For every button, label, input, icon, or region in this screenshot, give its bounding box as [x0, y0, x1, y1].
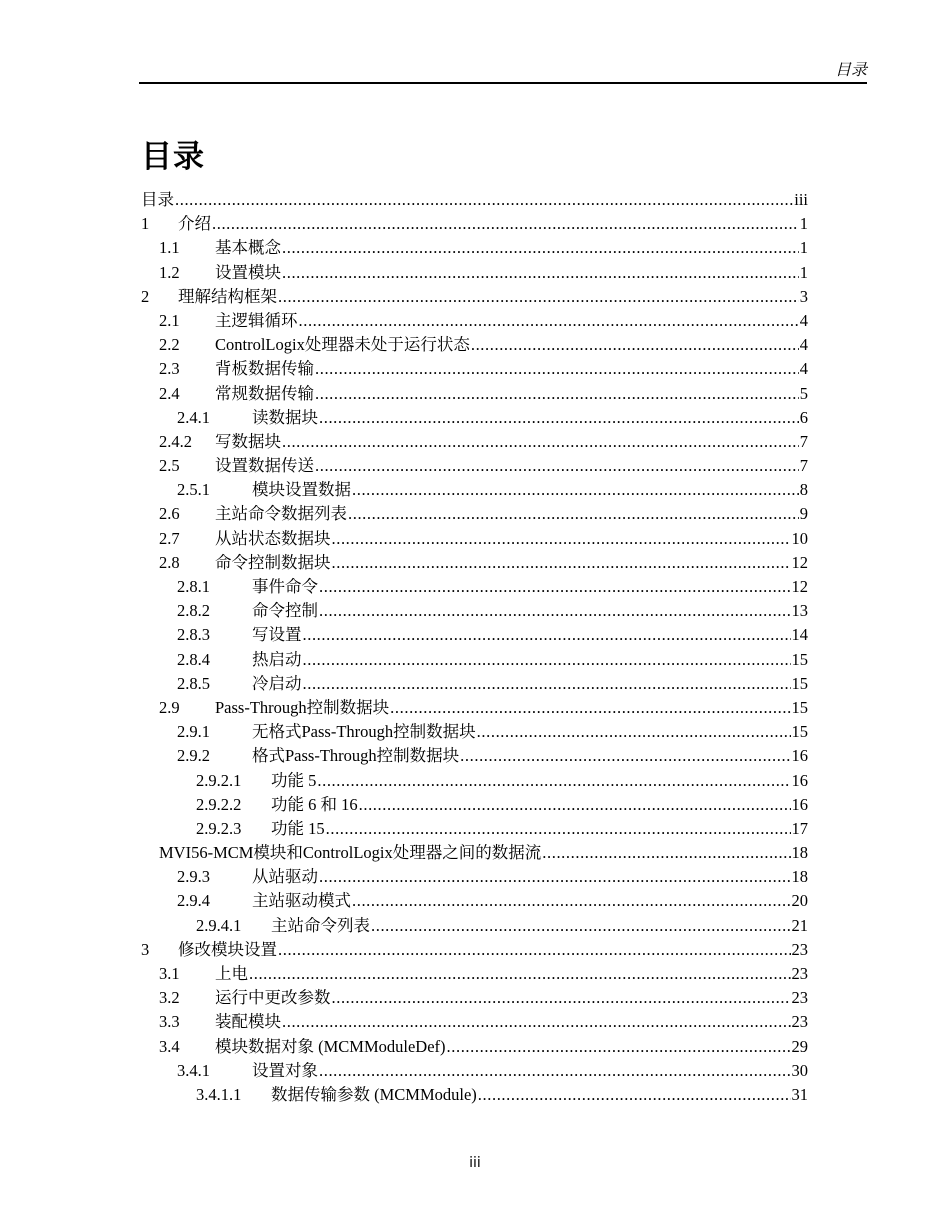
toc-leader-dots [460, 744, 790, 768]
toc-leader-dots [303, 648, 791, 672]
toc-entry[interactable] [141, 406, 808, 430]
toc-entry[interactable] [141, 1035, 808, 1059]
toc-entry-number: 2.7 [159, 528, 180, 548]
header-rule [139, 82, 867, 84]
toc-entry-number: 3.4.1 [177, 1060, 210, 1080]
toc-entry[interactable] [141, 188, 808, 212]
toc-entry[interactable] [141, 382, 808, 406]
toc-leader-dots [359, 793, 791, 817]
toc-entry-title: MVI56-MCM模块和ControlLogix处理器之间的数据流 [159, 843, 542, 863]
toc-entry[interactable] [141, 889, 808, 913]
toc-entry-page: 9 [799, 504, 808, 524]
toc-leader-dots [332, 551, 791, 575]
toc-entry[interactable] [141, 696, 808, 720]
toc-entry[interactable] [141, 648, 808, 672]
toc-entry[interactable] [141, 502, 808, 526]
toc-entry[interactable] [141, 1083, 808, 1107]
toc-entry-page: 23 [791, 988, 808, 1008]
toc-entry[interactable] [141, 309, 808, 333]
running-header: 目录 [834, 62, 867, 79]
toc-entry[interactable] [141, 285, 808, 309]
toc-leader-dots [282, 1010, 791, 1034]
toc-leader-dots [471, 333, 799, 357]
toc-entry-page: 12 [791, 577, 808, 596]
toc-entry-title: 从站状态数据块 [215, 528, 331, 548]
toc-leader-dots [390, 696, 790, 720]
toc-leader-dots [319, 406, 799, 430]
toc-entry[interactable] [141, 793, 808, 817]
toc-entry-title: 主站驱动模式 [252, 891, 351, 911]
toc-entry-number: 3.4.1.1 [196, 1084, 242, 1104]
toc-entry-title: 主站命令列表 [271, 915, 370, 935]
toc-entry-page: 15 [791, 649, 808, 669]
toc-entry-page: 1 [799, 214, 808, 234]
toc-entry-number: 2.5 [159, 456, 180, 476]
toc-entry-page: 23 [791, 964, 808, 983]
toc-entry-page: 1 [799, 262, 808, 282]
toc-entry-page: 4 [799, 335, 808, 355]
toc-entry-page: 6 [799, 407, 808, 427]
toc-entry-number: 3 [141, 939, 150, 959]
toc-entry[interactable] [141, 672, 808, 696]
toc-entry-title: 无格式Pass-Through控制数据块 [252, 722, 476, 742]
toc-entry-title: 功能 6 和 16 [271, 794, 358, 814]
toc-entry-page: 15 [791, 673, 808, 693]
page-number: iii [469, 1155, 481, 1171]
toc-entry-number: 2.8.3 [177, 625, 210, 645]
toc-entry-number: 2.9.4.1 [196, 915, 242, 935]
toc-entry[interactable] [141, 551, 808, 575]
toc-leader-dots [299, 309, 799, 333]
toc-entry-title: 背板数据传输 [215, 359, 314, 379]
toc-entry-page: 31 [791, 1084, 808, 1104]
toc-entry-title: 常规数据传输 [215, 383, 314, 403]
toc-leader-dots [319, 575, 791, 599]
toc-entry-title: 冷启动 [252, 673, 302, 693]
toc-entry[interactable] [141, 478, 808, 502]
toc-entry-page: 5 [799, 383, 808, 403]
toc-entry-page: 13 [791, 601, 808, 621]
toc-entry-number: 2.4 [159, 383, 180, 403]
toc-entry[interactable] [141, 623, 808, 647]
toc-entry-title: 模块数据对象 (MCMModuleDef) [215, 1036, 446, 1056]
toc-leader-dots [249, 962, 791, 986]
toc-leader-dots [352, 889, 791, 913]
toc-entry-page: 12 [791, 552, 808, 572]
toc-entry-number: 2.8 [159, 552, 180, 572]
table-of-contents [141, 188, 808, 1107]
toc-leader-dots [282, 430, 799, 454]
toc-leader-dots [315, 454, 799, 478]
toc-entry-page: iii [794, 190, 808, 209]
toc-entry-number: 2.9.2.1 [196, 770, 242, 790]
toc-entry-page: 14 [791, 625, 808, 645]
toc-entry[interactable] [141, 236, 808, 260]
toc-entry[interactable] [141, 720, 808, 744]
toc-entry-title: 事件命令 [252, 577, 318, 596]
toc-leader-dots [352, 478, 799, 502]
toc-entry-title: 主站命令数据列表 [215, 504, 347, 524]
toc-leader-dots [278, 285, 799, 309]
toc-leader-dots [348, 502, 799, 526]
toc-entry-number: 1 [141, 214, 150, 234]
toc-entry-title: 命令控制 [252, 601, 318, 621]
toc-entry-page: 10 [791, 528, 808, 548]
toc-entry-title: 设置对象 [252, 1060, 318, 1080]
toc-entry-page: 29 [791, 1036, 808, 1056]
toc-leader-dots [319, 865, 791, 889]
toc-leader-dots [371, 914, 791, 938]
toc-entry-title: 理解结构框架 [178, 286, 277, 306]
toc-entry-page: 4 [799, 310, 808, 330]
toc-entry[interactable] [141, 769, 808, 793]
toc-entry-page: 18 [791, 843, 808, 863]
toc-entry-number: 2.9.1 [177, 722, 210, 742]
toc-entry-page: 15 [791, 722, 808, 742]
toc-entry-page: 7 [799, 431, 808, 451]
toc-leader-dots [315, 357, 799, 381]
toc-entry[interactable] [141, 938, 808, 962]
toc-entry[interactable] [141, 986, 808, 1010]
toc-entry-title: 热启动 [252, 649, 302, 669]
toc-entry-page: 1 [799, 238, 808, 258]
toc-leader-dots [175, 188, 793, 212]
toc-entry-page: 23 [791, 939, 808, 959]
toc-entry[interactable] [141, 1059, 808, 1083]
toc-entry[interactable] [141, 454, 808, 478]
page-title: 目录 [141, 139, 205, 175]
toc-entry[interactable] [141, 357, 808, 381]
toc-leader-dots [278, 938, 791, 962]
toc-entry-title: 目录 [141, 190, 174, 209]
toc-entry[interactable] [141, 1010, 808, 1034]
toc-entry-number: 2.9 [159, 697, 180, 717]
toc-entry-title: 修改模块设置 [178, 939, 277, 959]
toc-entry-title: 模块设置数据 [252, 480, 351, 500]
toc-entry-number: 2.6 [159, 504, 180, 524]
toc-entry-title: 主逻辑循环 [215, 310, 298, 330]
toc-entry-page: 7 [799, 456, 808, 476]
toc-leader-dots [212, 212, 799, 236]
toc-entry-number: 2.2 [159, 335, 180, 355]
toc-entry-title: 上电 [215, 964, 248, 983]
toc-entry-title: 功能 5 [271, 770, 317, 790]
toc-entry-title: 格式Pass-Through控制数据块 [252, 746, 460, 766]
toc-entry[interactable] [141, 914, 808, 938]
toc-leader-dots [319, 599, 791, 623]
toc-entry-page: 3 [799, 286, 808, 306]
toc-entry-title: 功能 15 [271, 818, 325, 838]
toc-entry-number: 2.4.2 [159, 431, 192, 451]
toc-leader-dots [303, 623, 791, 647]
toc-entry[interactable] [141, 430, 808, 454]
toc-leader-dots [282, 236, 799, 260]
toc-entry-number: 2.8.5 [177, 673, 210, 693]
toc-entry-number: 3.2 [159, 988, 180, 1008]
toc-entry-number: 2.9.2 [177, 746, 210, 766]
toc-leader-dots [315, 382, 799, 406]
toc-entry-number: 2.1 [159, 310, 180, 330]
toc-entry-title: 写设置 [252, 625, 302, 645]
toc-entry-title: 基本概念 [215, 238, 281, 258]
toc-entry-title: 装配模块 [215, 1012, 281, 1032]
toc-entry-page: 4 [799, 359, 808, 379]
toc-entry-page: 16 [791, 770, 808, 790]
toc-entry-title: 设置数据传送 [215, 456, 314, 476]
toc-entry-number: 2.4.1 [177, 407, 210, 427]
toc-entry-page: 18 [791, 867, 808, 887]
toc-entry[interactable] [141, 817, 808, 841]
toc-entry[interactable] [141, 261, 808, 285]
toc-leader-dots [447, 1035, 791, 1059]
toc-entry-number: 3.4 [159, 1036, 180, 1056]
toc-entry-title: 运行中更改参数 [215, 988, 331, 1008]
toc-entry-page: 16 [791, 794, 808, 814]
toc-entry-page: 16 [791, 746, 808, 766]
toc-entry[interactable] [141, 841, 808, 865]
toc-entry-page: 17 [791, 818, 808, 838]
toc-leader-dots [542, 841, 790, 865]
toc-entry-title: 介绍 [178, 214, 211, 234]
toc-entry[interactable] [141, 212, 808, 236]
toc-entry-page: 20 [791, 891, 808, 911]
toc-leader-dots [319, 1059, 791, 1083]
toc-entry-page: 30 [791, 1060, 808, 1080]
toc-entry[interactable] [141, 865, 808, 889]
toc-entry-number: 3.1 [159, 964, 180, 983]
toc-entry-title: 数据传输参数 (MCMModule) [271, 1084, 477, 1104]
toc-entry-title: ControlLogix处理器未处于运行状态 [215, 335, 470, 355]
toc-entry-number: 2 [141, 286, 150, 306]
toc-entry-title: 写数据块 [215, 431, 281, 451]
toc-entry-number: 3.3 [159, 1012, 180, 1032]
toc-leader-dots [477, 720, 791, 744]
toc-entry-number: 2.5.1 [177, 480, 210, 500]
toc-entry-number: 2.9.2.3 [196, 818, 242, 838]
toc-leader-dots [332, 527, 791, 551]
toc-entry-title: Pass-Through控制数据块 [215, 697, 390, 717]
toc-entry-number: 2.8.1 [177, 577, 210, 596]
toc-entry-page: 21 [791, 915, 808, 935]
toc-entry-title: 从站驱动 [252, 867, 318, 887]
toc-leader-dots [478, 1083, 791, 1107]
toc-entry-title: 设置模块 [215, 262, 281, 282]
toc-entry[interactable] [141, 575, 808, 599]
toc-entry-number: 2.3 [159, 359, 180, 379]
toc-entry-number: 2.8.4 [177, 649, 210, 669]
toc-entry-number: 2.8.2 [177, 601, 210, 621]
toc-entry-title: 命令控制数据块 [215, 552, 331, 572]
toc-entry-number: 2.9.4 [177, 891, 210, 911]
toc-leader-dots [282, 261, 799, 285]
toc-entry-number: 2.9.2.2 [196, 794, 242, 814]
toc-entry-title: 读数据块 [252, 407, 318, 427]
toc-entry-number: 1.2 [159, 262, 180, 282]
toc-entry[interactable] [141, 333, 808, 357]
toc-entry-number: 2.9.3 [177, 867, 210, 887]
toc-entry-number: 1.1 [159, 238, 180, 258]
toc-entry-page: 23 [791, 1012, 808, 1032]
toc-leader-dots [303, 672, 791, 696]
toc-leader-dots [317, 769, 790, 793]
toc-entry[interactable] [141, 744, 808, 768]
toc-leader-dots [332, 986, 791, 1010]
toc-entry-page: 8 [799, 480, 808, 500]
toc-leader-dots [326, 817, 791, 841]
toc-entry[interactable] [141, 962, 808, 986]
toc-entry[interactable] [141, 599, 808, 623]
toc-entry-page: 15 [791, 697, 808, 717]
toc-entry[interactable] [141, 527, 808, 551]
